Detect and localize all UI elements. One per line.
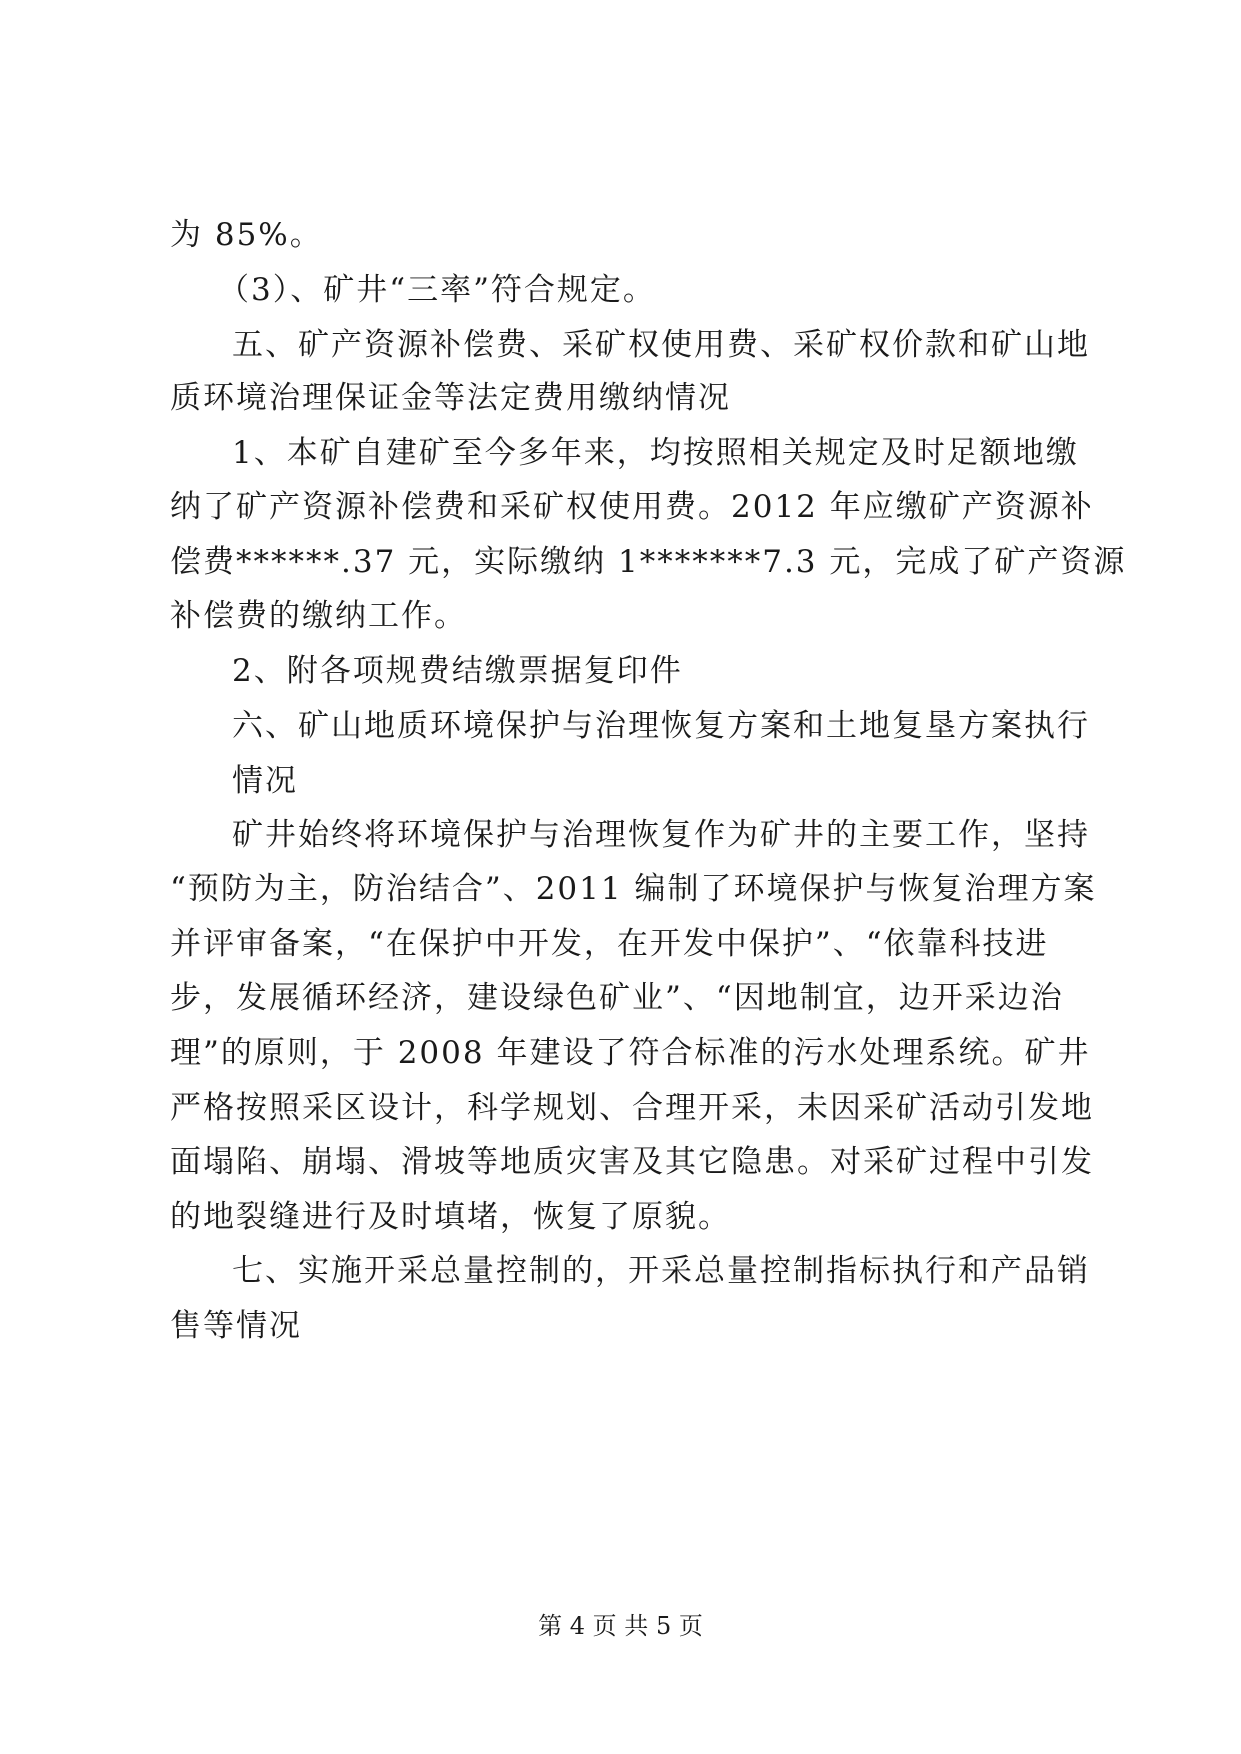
body-line: 矿井始终将环境保护与治理恢复作为矿井的主要工作，坚持	[232, 817, 1090, 853]
body-line: 纳了矿产资源补偿费和采矿权使用费。2012 年应缴矿产资源补	[170, 489, 1094, 525]
section-heading: 七、实施开采总量控制的，开采总量控制指标执行和产品销	[232, 1253, 1090, 1289]
body-line: （3）、矿井“三率”符合规定。	[218, 272, 656, 308]
body-line: 偿费******.37 元，实际缴纳 1*******7.3 元，完成了矿产资源	[170, 544, 1127, 580]
body-line: 的地裂缝进行及时填堵，恢复了原貌。	[170, 1199, 731, 1235]
body-line: 为 85%。	[170, 217, 323, 253]
body-line: 补偿费的缴纳工作。	[170, 598, 467, 634]
section-heading: 五、矿产资源补偿费、采矿权使用费、采矿权价款和矿山地	[232, 327, 1090, 363]
body-line: 1、本矿自建矿至今多年来，均按照相关规定及时足额地缴	[232, 435, 1079, 471]
body-line: 步，发展循环经济，建设绿色矿业”、“因地制宜，边开采边治	[170, 980, 1064, 1016]
section-heading: 售等情况	[170, 1308, 302, 1344]
body-line: 理”的原则，于 2008 年建设了符合标准的污水处理系统。矿井	[170, 1035, 1091, 1071]
body-line: 并评审备案，“在保护中开发，在开发中保护”、“依靠科技进	[170, 926, 1049, 962]
section-heading: 六、矿山地质环境保护与治理恢复方案和土地复垦方案执行	[232, 708, 1090, 744]
body-line: “预防为主，防治结合”、2011 编制了环境保护与恢复治理方案	[170, 871, 1097, 907]
body-line: 面塌陷、崩塌、滑坡等地质灾害及其它隐患。对采矿过程中引发	[170, 1144, 1094, 1180]
section-heading: 质环境治理保证金等法定费用缴纳情况	[170, 380, 731, 416]
section-heading: 情况	[232, 763, 298, 799]
body-line: 2、附各项规费结缴票据复印件	[232, 653, 683, 689]
page-number-footer: 第 4 页 共 5 页	[538, 1612, 703, 1640]
body-line: 严格按照采区设计，科学规划、合理开采，未因采矿活动引发地	[170, 1090, 1094, 1126]
